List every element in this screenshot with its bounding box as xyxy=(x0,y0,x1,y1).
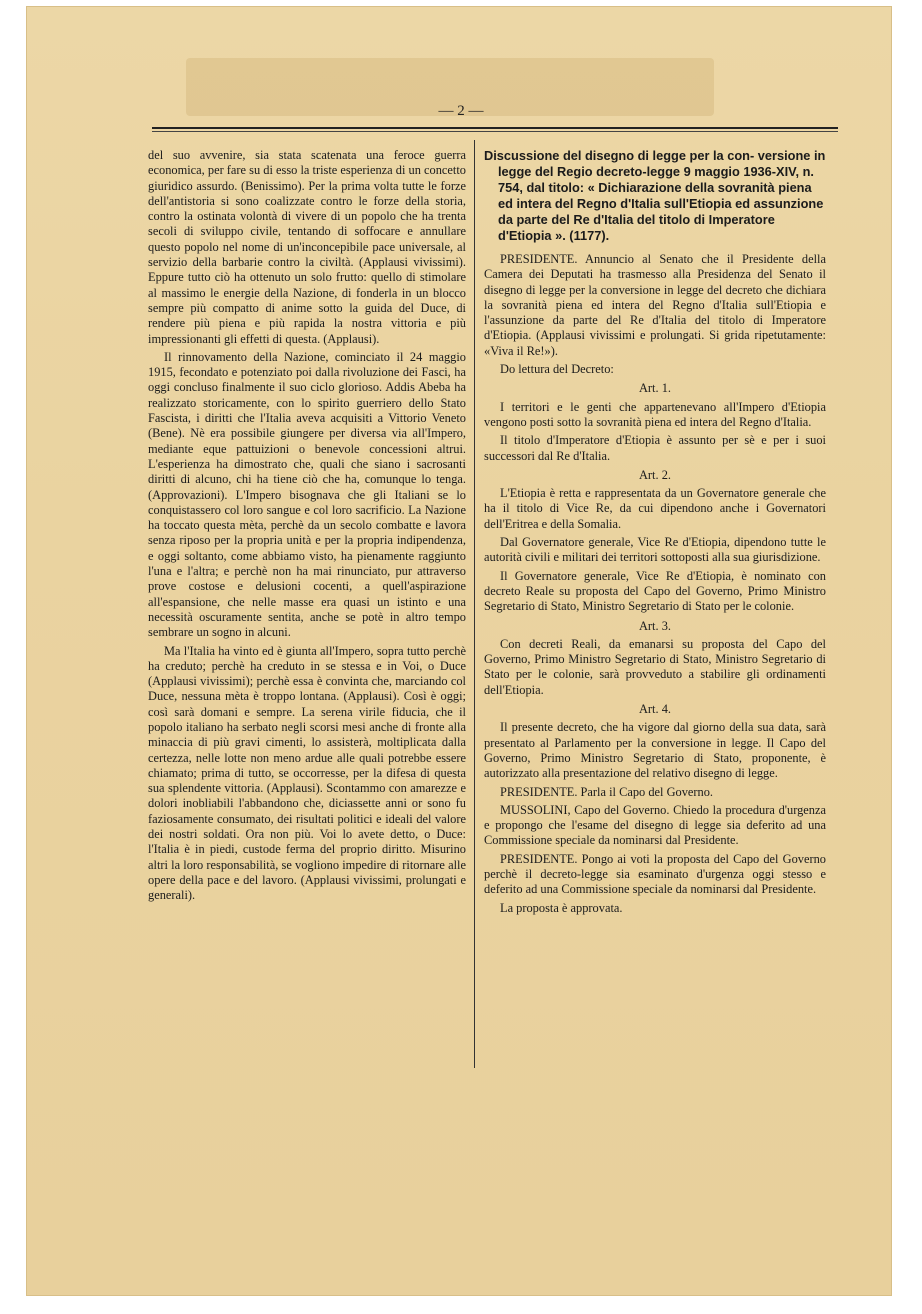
paragraph: Dal Governatore generale, Vice Re d'Etiopia, dipendono tutte le autorità civili e militari dei territori sottoposti alla sua giurisdizione. xyxy=(484,535,826,565)
article-heading: Art. 4. xyxy=(638,702,671,717)
left-column xyxy=(148,148,466,907)
paragraph: PRESIDENTE. Pongo ai voti la proposta del Capo del Governo perchè il decreto-legge sia esaminato d'urgenza oggi stesso e deferito ad una Commissione speciale da nominarsi dal Presidente. xyxy=(484,851,826,897)
paragraph: Ma l'Italia ha vinto ed è giunta all'Impero, sopra tutto perchè ha creduto; perchè ha creduto in se stessa e in Voi, o Duce (Applausi vivissimi); perchè essa è convinta che, marciando col Duce, nessuna mèta è troppo lontana. (Applausi). Così è oggi; così sarà domani e sempre. La serena virile fiducia, che il popolo italiano ha serbato negli scorsi mesi anche di fronte alla minaccia di più gravi cimenti, lo assisterà, moltiplicata dalla certezza, nelle lotte non meno ardue alle quali potrebbe essere chiamato; prima di tutto, se occorresse, per la difesa di questa sua splendente vittoria. (Applausi). Scontammo con amarezze e dolori inobliabili l'abbandono che, diciassette anni or sono fu faziosamente consumato, dei risultati politici e ideali del valore dei nostri soldati. Ora non più. Voi lo avete detto, o Duce: l'Italia è in piedi, custode ferma del proprio diritto. Misurino altri la loro responsabilità, se vogliono impedire di ritornare alle opere della pace e del lavoro. (Applausi vivissimi, prolungati e generali). xyxy=(148,643,466,903)
article-heading: Art. 3. xyxy=(638,618,671,633)
heading-rest: versione in legge del Regio decreto-legge 9 maggio 1936-XIV, n. 754, dal titolo: « Dichiarazione della sovranità piena ed intera del Regno d'Italia sull'Etiopia ed assunzione da parte del Re d'Italia del titolo di Imperatore d'Etiopia ». (1177). xyxy=(498,148,826,243)
right-column xyxy=(484,148,826,919)
paragraph: Con decreti Reali, da emanarsi su proposta del Capo del Governo, Primo Ministro Segretario di Stato, Ministro Segretario di Stato per le colonie, sarà provveduto a stabilire gli ordinamenti dell'Etiopia. xyxy=(484,636,826,697)
paragraph: La proposta è approvata. xyxy=(500,900,623,915)
paragraph: Il titolo d'Imperatore d'Etiopia è assunto per sè e per i suoi successori dal Re d'Italia. xyxy=(484,433,826,463)
paragraph: MUSSOLINI, Capo del Governo. Chiedo la procedura d'urgenza e propongo che l'esame del disegno di legge sia deferito ad una Commissione speciale da nominarsi dal Presidente. xyxy=(484,802,826,848)
paragraph: Il presente decreto, che ha vigore dal giorno della sua data, sarà presentato al Parlamento per la conversione in legge. Il Capo del Governo, Primo Ministro Segretario di Stato, proponente, è autorizzato alla presentazione del relativo disegno di legge. xyxy=(484,720,826,781)
paragraph: L'Etiopia è retta e rappresentata da un Governatore generale che ha il titolo di Vice Re, da cui dipendono anche i Governatori dell'Eritrea e della Somalia. xyxy=(484,486,826,531)
article-heading: Art. 1. xyxy=(638,381,671,396)
column-divider xyxy=(474,140,475,1068)
paragraph: I territori e le genti che appartenevano all'Impero d'Etiopia vengono posti sotto la sovranità piena ed intera del Regno d'Italia. xyxy=(484,399,826,429)
paragraph: del suo avvenire, sia stata scatenata una feroce guerra economica, per fare su di esso la triste esperienza di un concetto giuridico assurdo. (Benissimo). Per la prima volta tutte le forze dell'antistoria si sono coalizzate contro le forze della storia, contro la ostinata volontà di vivere di un popolo che ha trenta secoli di sviluppo civile, tentando di soffocare e annullare questo popolo nel nome di un'inconcepibile pace universale, al servizio della barbarie contro la civiltà. (Applausi vivissimi). Eppure tutto ciò ha ottenuto un solo frutto: quello di stimolare al massimo le energie della Nazione, di fonderla in un blocco sempre più compatto di anime sotto la guida del Duce, di rendere più piena e più rapida la nostra vittoria e più impressionanti gli effetti di questa. (Applausi). xyxy=(148,148,466,346)
paragraph: Il Governatore generale, Vice Re d'Etiopia, è nominato con decreto Reale su proposta del Capo del Governo, Primo Ministro Segretario di Stato, Ministro Segretario di Stato per le colonie. xyxy=(484,568,826,614)
paragraph: Do lettura del Decreto: xyxy=(500,362,614,377)
paragraph: PRESIDENTE. Annuncio al Senato che il Presidente della Camera dei Deputati ha trasmesso alla Presidenza del Senato il disegno di legge per la conversione in legge del decreto che dichiara la sovranità piena ed intera del Regno d'Italia sull'Etiopia e l'assunzione da parte del Re d'Italia del titolo di Imperatore d'Etiopia. (Applausi vivissimi e prolungati. Si grida ripetutamente: «Viva il Re!»). xyxy=(484,252,826,358)
paragraph: Il rinnovamento della Nazione, cominciato il 24 maggio 1915, fecondato e potenziato poi dalla rivoluzione dei Fasci, ha oggi concluso finalmente il suo ciclo glorioso. Addis Abeba ha realizzato storicamente, con lo spirito guerriero dello Stato Fascista, i diritti che l'Italia aveva acquisiti a Vittorio Veneto (Bene). Nè era possibile giungere per diversa via all'Impero, mediante eque pattuizioni o benevole concessioni altrui. L'esperienza ha dimostrato che, quali che siano i sacrosanti diritti di alcuno, chi ha tiene ciò che ha, comunque lo tenga. (Approvazioni). L'Impero bisognava che gli Italiani se lo conquistassero col loro sangue e col loro sacrificio. La Nazione ha toccato questa mèta, perchè da un secolo combatte e lavora senza riposo per la propria unità e per la propria indipendenza, e oggi soltanto, come abbiamo visto, ha pienamente raggiunto l'una e l'altra; e perchè non ha mai rinunciato, pur attraverso prove costose e delusioni cocenti, a quell'aspirazione all'espansione, che nelle masse era quasi un istinto e una necessità oscuramente sentita, anche se potè in altro tempo sembrare un sogno in alcuni. xyxy=(148,349,466,640)
section-heading xyxy=(484,148,826,244)
page-number: — 2 — xyxy=(438,103,484,119)
paragraph: PRESIDENTE. Parla il Capo del Governo. xyxy=(500,784,714,799)
article-heading: Art. 2. xyxy=(638,467,671,482)
header-rule xyxy=(152,127,838,129)
header-rule-thin xyxy=(152,131,838,132)
heading-first-line: Discussione del disegno di legge per la con- xyxy=(484,148,755,163)
